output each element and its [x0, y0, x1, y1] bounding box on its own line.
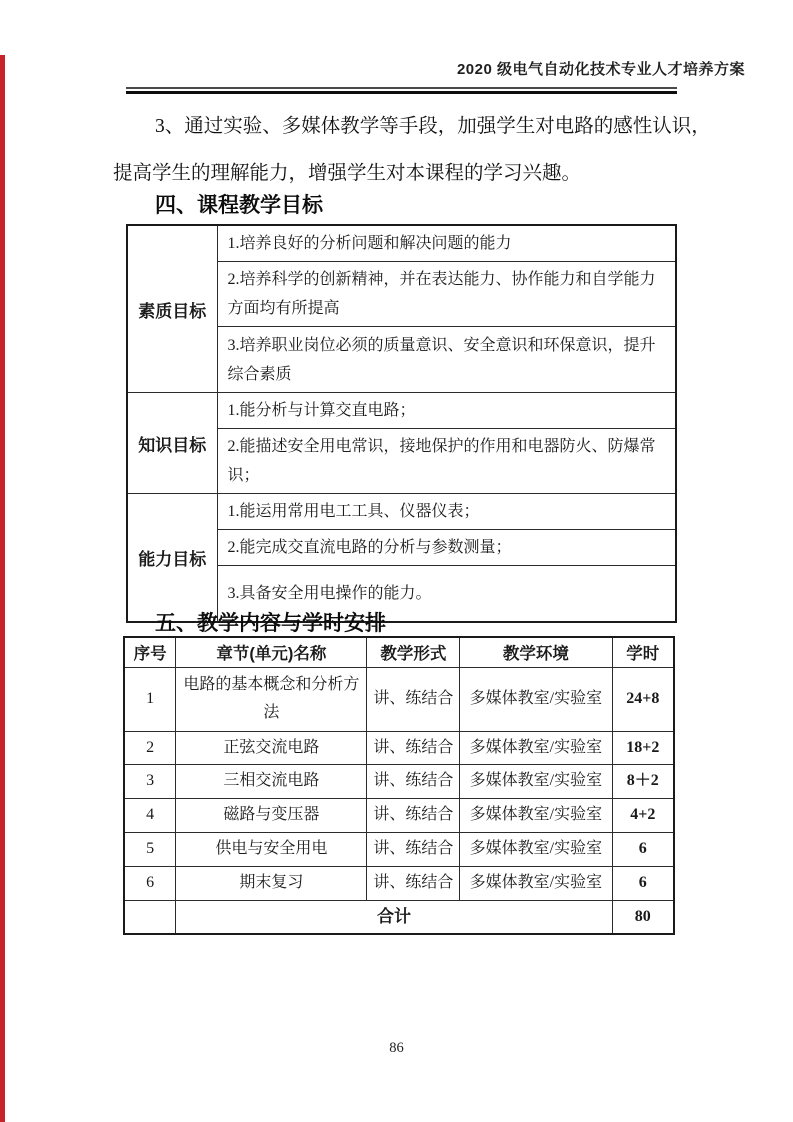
- table-row: [124, 866, 674, 900]
- column-header-seq: 序号: [124, 637, 176, 667]
- cell-hours: 6: [612, 866, 674, 900]
- goal-group-label-quality: 素质目标: [127, 225, 217, 393]
- cell-teaching-form: 讲、练结合: [367, 798, 460, 832]
- cell-teaching-form: 讲、练结合: [367, 731, 460, 764]
- goal-item: 1.能运用常用电工工具、仪器仪表；: [217, 494, 676, 530]
- cell-environment: 多媒体教室/实验室: [460, 764, 612, 798]
- header-double-rule: [126, 87, 677, 94]
- left-margin-red-bar: [0, 55, 5, 1122]
- section-heading-schedule: 五、教学内容与学时安排: [155, 612, 386, 635]
- cell-seq: 2: [124, 731, 176, 764]
- cell-environment: 多媒体教室/实验室: [460, 731, 612, 764]
- cell-environment: 多媒体教室/实验室: [460, 667, 612, 731]
- goal-item: 2.培养科学的创新精神，并在表达能力、协作能力和自学能力方面均有所提高: [217, 262, 676, 327]
- goal-group-label-knowledge: 知识目标: [127, 393, 217, 494]
- cell-teaching-form: 讲、练结合: [367, 832, 460, 866]
- goal-item: 3.具备安全用电操作的能力。: [217, 566, 676, 622]
- cell-hours: 24+8: [612, 667, 674, 731]
- cell-seq: 4: [124, 798, 176, 832]
- cell-hours: 6: [612, 832, 674, 866]
- cell-hours: 8＋2: [612, 764, 674, 798]
- cell-seq-empty: [124, 900, 176, 934]
- table-row: [124, 832, 674, 866]
- goal-group-label-ability: 能力目标: [127, 494, 217, 622]
- total-hours: 80: [612, 900, 674, 934]
- cell-seq: 1: [124, 667, 176, 731]
- teaching-schedule-table: [123, 636, 675, 935]
- column-header-teaching-form: 教学形式: [367, 637, 460, 667]
- cell-hours: 4+2: [612, 798, 674, 832]
- cell-teaching-form: 讲、练结合: [367, 764, 460, 798]
- course-objectives-table: [126, 224, 677, 623]
- goal-item: 1.能分析与计算交直电路；: [217, 393, 676, 429]
- page-header-title: 2020 级电气自动化技术专业人才培养方案: [456, 61, 745, 78]
- column-header-chapter-name: 章节(单元)名称: [176, 637, 367, 667]
- table-row: [124, 731, 674, 764]
- total-row: [124, 900, 674, 934]
- column-header-hours: 学时: [612, 637, 674, 667]
- table-row: [124, 667, 674, 731]
- cell-environment: 多媒体教室/实验室: [460, 866, 612, 900]
- cell-environment: 多媒体教室/实验室: [460, 798, 612, 832]
- goal-item: 2.能完成交直流电路的分析与参数测量；: [217, 530, 676, 566]
- page-number: 86: [389, 1040, 404, 1056]
- cell-seq: 5: [124, 832, 176, 866]
- goal-item: 2.能描述安全用电常识，接地保护的作用和电器防火、防爆常识；: [217, 429, 676, 494]
- cell-chapter-name: 电路的基本概念和分析方法: [176, 667, 367, 731]
- cell-seq: 6: [124, 866, 176, 900]
- cell-environment: 多媒体教室/实验室: [460, 832, 612, 866]
- table-row: [124, 764, 674, 798]
- cell-chapter-name: 供电与安全用电: [176, 832, 367, 866]
- section-heading-course-objectives: 四、课程教学目标: [155, 194, 323, 217]
- cell-seq: 3: [124, 764, 176, 798]
- total-label: 合计: [176, 900, 612, 934]
- cell-hours: 18+2: [612, 731, 674, 764]
- cell-teaching-form: 讲、练结合: [367, 667, 460, 731]
- goal-item: 3.培养职业岗位必须的质量意识、安全意识和环保意识，提升综合素质: [217, 327, 676, 393]
- cell-chapter-name: 正弦交流电路: [176, 731, 367, 764]
- table-row: [124, 798, 674, 832]
- goal-item: 1.培养良好的分析问题和解决问题的能力: [217, 225, 676, 262]
- cell-chapter-name: 磁路与变压器: [176, 798, 367, 832]
- cell-chapter-name: 期末复习: [176, 866, 367, 900]
- paragraph-line: 提高学生的理解能力，增强学生对本课程的学习兴趣。: [113, 163, 582, 184]
- paragraph-line: 3、通过实验、多媒体教学等手段，加强学生对电路的感性认识，: [155, 116, 711, 137]
- intro-paragraph: [113, 103, 711, 197]
- cell-chapter-name: 三相交流电路: [176, 764, 367, 798]
- cell-teaching-form: 讲、练结合: [367, 866, 460, 900]
- column-header-environment: 教学环境: [460, 637, 612, 667]
